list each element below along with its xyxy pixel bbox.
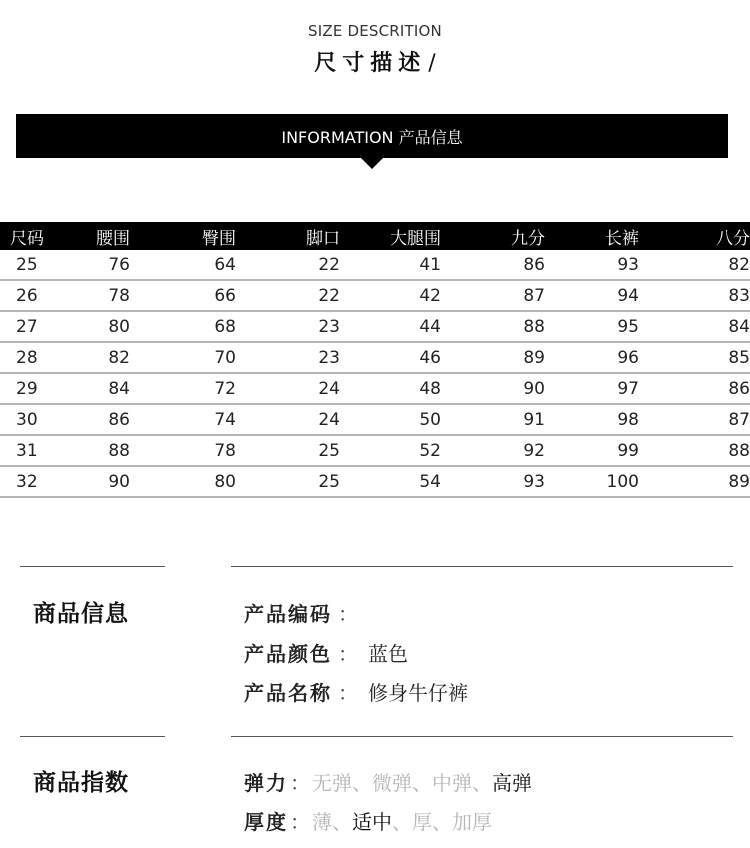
- table-cell: 82: [108, 347, 130, 368]
- elasticity-option: 微弹: [372, 771, 412, 795]
- table-cell: 31: [16, 440, 38, 461]
- table-cell: 89: [523, 347, 545, 368]
- section-divider: [231, 736, 733, 737]
- field-label: 产品名称: [244, 681, 332, 705]
- table-cell: 41: [419, 254, 441, 275]
- table-row: [0, 467, 750, 498]
- table-cell: 84: [108, 378, 130, 399]
- table-cell: 30: [16, 409, 38, 430]
- table-cell: 86: [108, 409, 130, 430]
- table-cell: 22: [318, 285, 340, 306]
- field-separator: ：: [338, 602, 358, 626]
- product-name-row: [244, 677, 468, 706]
- table-cell: 100: [606, 471, 639, 492]
- elasticity-label: 弹力: [244, 771, 288, 795]
- elasticity-options: [312, 771, 532, 795]
- table-cell: 88: [108, 440, 130, 461]
- table-cell: 22: [318, 254, 340, 275]
- table-cell: 87: [728, 409, 750, 430]
- field-label: 产品编码: [244, 602, 332, 626]
- section-divider: [20, 566, 165, 567]
- table-cell: 86: [728, 378, 750, 399]
- table-cell: 23: [318, 347, 340, 368]
- table-cell: 42: [419, 285, 441, 306]
- size-table: [0, 222, 750, 498]
- elasticity-row: [244, 767, 532, 796]
- column-header: 九分: [511, 228, 545, 249]
- field-label: 产品颜色: [244, 642, 332, 666]
- information-banner: [16, 114, 728, 158]
- elasticity-option: 无弹: [312, 771, 352, 795]
- field-value: 蓝色: [368, 642, 408, 666]
- table-cell: 76: [108, 254, 130, 275]
- banner-arrow-icon: [361, 158, 383, 169]
- table-cell: 24: [318, 378, 340, 399]
- table-cell: 64: [214, 254, 236, 275]
- field-separator: ：: [290, 810, 310, 834]
- option-delimiter: 、: [412, 771, 432, 795]
- product-index-title: 商品指数: [33, 770, 129, 796]
- product-color-row: [244, 638, 408, 667]
- table-cell: 32: [16, 471, 38, 492]
- table-cell: 25: [318, 440, 340, 461]
- table-header-row: [0, 222, 750, 250]
- table-cell: 52: [419, 440, 441, 461]
- subtitle-en: SIZE DESCRITION: [308, 22, 442, 40]
- table-cell: 24: [318, 409, 340, 430]
- page-title: [0, 46, 750, 77]
- table-row: [0, 250, 750, 281]
- elasticity-option: 高弹: [492, 771, 532, 795]
- table-cell: 29: [16, 378, 38, 399]
- table-row: [0, 343, 750, 374]
- option-delimiter: 、: [392, 810, 412, 834]
- column-header: 腰围: [96, 228, 130, 249]
- product-info-title: 商品信息: [33, 601, 129, 627]
- table-cell: 70: [214, 347, 236, 368]
- column-header: 长裤: [605, 228, 639, 249]
- table-cell: 83: [728, 285, 750, 306]
- option-delimiter: 、: [352, 771, 372, 795]
- elasticity-option: 中弹: [432, 771, 472, 795]
- table-cell: 78: [108, 285, 130, 306]
- table-cell: 25: [318, 471, 340, 492]
- table-cell: 91: [523, 409, 545, 430]
- table-cell: 48: [419, 378, 441, 399]
- page-title-text: 尺寸描述: [314, 51, 427, 76]
- section-divider: [231, 566, 733, 567]
- product-code-row: [244, 598, 368, 627]
- table-cell: 96: [617, 347, 639, 368]
- option-delimiter: 、: [432, 810, 452, 834]
- table-row: [0, 374, 750, 405]
- table-cell: 82: [728, 254, 750, 275]
- field-separator: ：: [338, 642, 358, 666]
- table-cell: 89: [728, 471, 750, 492]
- table-cell: 94: [617, 285, 639, 306]
- thickness-options: [312, 810, 492, 834]
- table-cell: 27: [16, 316, 38, 337]
- table-cell: 26: [16, 285, 38, 306]
- thickness-option: 加厚: [452, 810, 492, 834]
- table-cell: 84: [728, 316, 750, 337]
- thickness-option: 厚: [412, 810, 432, 834]
- table-row: [0, 436, 750, 467]
- table-cell: 46: [419, 347, 441, 368]
- table-cell: 88: [728, 440, 750, 461]
- field-separator: ：: [290, 771, 310, 795]
- table-cell: 28: [16, 347, 38, 368]
- field-separator: ：: [338, 681, 358, 705]
- table-cell: 74: [214, 409, 236, 430]
- table-cell: 95: [617, 316, 639, 337]
- column-header: 脚口: [306, 228, 340, 249]
- thickness-option: 薄: [312, 810, 332, 834]
- table-cell: 72: [214, 378, 236, 399]
- table-cell: 97: [617, 378, 639, 399]
- table-cell: 68: [214, 316, 236, 337]
- column-header: 大腿围: [390, 228, 441, 249]
- table-cell: 92: [523, 440, 545, 461]
- column-header: 八分: [716, 228, 750, 249]
- table-cell: 93: [523, 471, 545, 492]
- table-cell: 80: [214, 471, 236, 492]
- table-cell: 86: [523, 254, 545, 275]
- table-cell: 78: [214, 440, 236, 461]
- table-cell: 87: [523, 285, 545, 306]
- table-cell: 54: [419, 471, 441, 492]
- table-row: [0, 312, 750, 343]
- table-cell: 93: [617, 254, 639, 275]
- thickness-row: [244, 806, 492, 835]
- table-cell: 44: [419, 316, 441, 337]
- table-cell: 23: [318, 316, 340, 337]
- table-cell: 25: [16, 254, 38, 275]
- title-slash: /: [428, 51, 436, 76]
- field-value: 修身牛仔裤: [368, 681, 468, 705]
- table-cell: 99: [617, 440, 639, 461]
- table-cell: 90: [108, 471, 130, 492]
- table-cell: 66: [214, 285, 236, 306]
- option-delimiter: 、: [332, 810, 352, 834]
- table-cell: 85: [728, 347, 750, 368]
- column-header: 尺码: [10, 228, 44, 249]
- table-cell: 90: [523, 378, 545, 399]
- table-cell: 80: [108, 316, 130, 337]
- column-header: 臀围: [202, 228, 236, 249]
- table-cell: 88: [523, 316, 545, 337]
- table-row: [0, 281, 750, 312]
- table-cell: 50: [419, 409, 441, 430]
- section-divider: [20, 736, 165, 737]
- banner-text: INFORMATION 产品信息: [281, 127, 463, 147]
- table-row: [0, 405, 750, 436]
- option-delimiter: 、: [472, 771, 492, 795]
- thickness-label: 厚度: [244, 810, 288, 834]
- thickness-option: 适中: [352, 810, 392, 834]
- table-cell: 98: [617, 409, 639, 430]
